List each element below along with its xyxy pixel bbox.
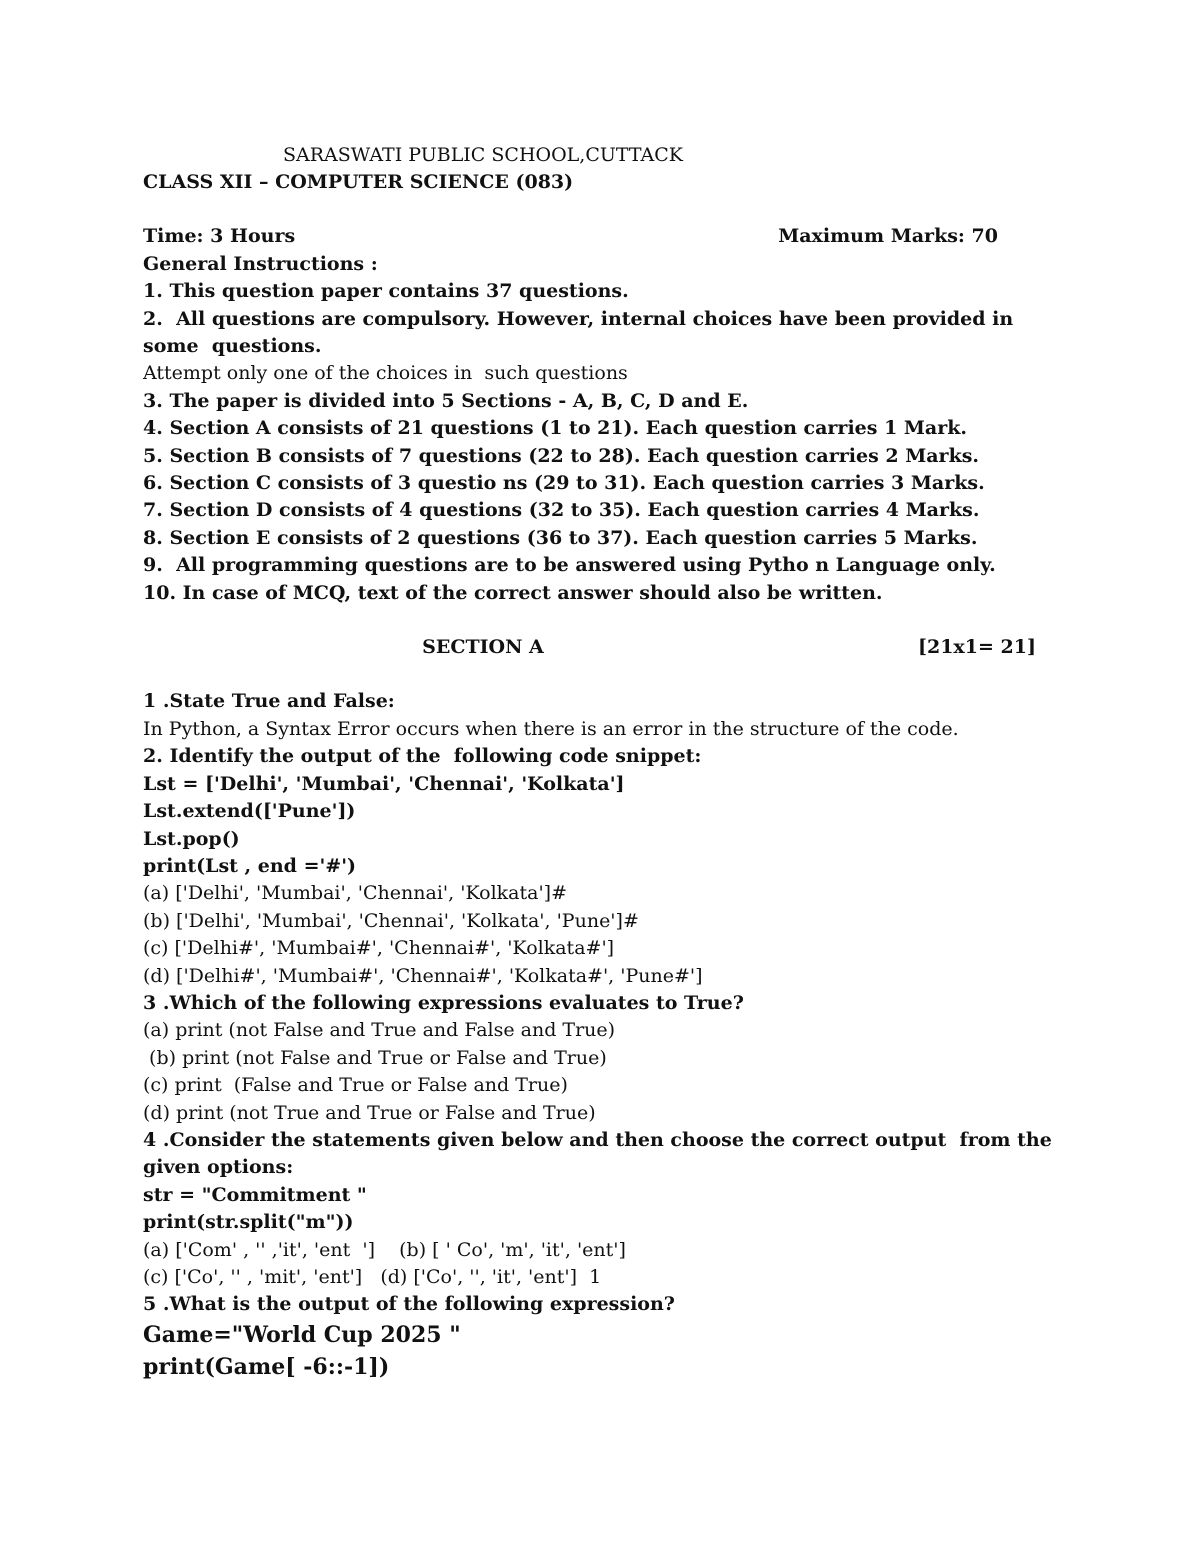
code-line: Game="World Cup 2025 " xyxy=(143,1321,461,1348)
question-2: 2. Identify the output of the following code snippet: xyxy=(143,745,702,768)
question-1: 1 .State True and False: xyxy=(143,690,395,713)
option: (c) ['Delhi#', 'Mumbai#', 'Chennai#', 'Kolkata#'] xyxy=(143,937,615,960)
option: (b) ['Delhi', 'Mumbai', 'Chennai', 'Kolkata', 'Pune']# xyxy=(143,909,639,932)
option: (a) ['Delhi', 'Mumbai', 'Chennai', 'Kolkata']# xyxy=(143,882,568,905)
option: (d) print (not True and True or False and True) xyxy=(143,1101,596,1124)
instructions-heading: General Instructions : xyxy=(143,252,378,275)
instruction-item: Attempt only one of the choices in such questions xyxy=(143,362,628,385)
section-marks: [21x1= 21] xyxy=(918,636,1036,659)
option: (a) ['Com' , '' ,'it', 'ent '] (b) [ ' Co', 'm', 'it', 'ent'] xyxy=(143,1238,626,1261)
option: (c) ['Co', '' , 'mit', 'ent'] (d) ['Co', '', 'it', 'ent'] 1 xyxy=(143,1266,602,1289)
instruction-item: 5. Section B consists of 7 questions (22 to 28). Each question carries 2 Marks. xyxy=(143,444,980,467)
exam-time: Time: 3 Hours xyxy=(143,225,296,248)
instruction-item: 4. Section A consists of 21 questions (1 to 21). Each question carries 1 Mark. xyxy=(143,417,968,440)
school-name: SARASWATI PUBLIC SCHOOL,CUTTACK xyxy=(283,144,683,166)
question-4: 4 .Consider the statements given below and then choose the correct output from the xyxy=(143,1128,1052,1151)
instruction-item: 9. All programming questions are to be answered using Pytho n Language only. xyxy=(143,554,996,577)
instruction-item: 3. The paper is divided into 5 Sections - A, B, C, D and E. xyxy=(143,389,749,412)
section-a-header xyxy=(143,634,1063,661)
instruction-item: 7. Section D consists of 4 questions (32 to 35). Each question carries 4 Marks. xyxy=(143,499,980,522)
time-marks-row xyxy=(143,223,998,250)
instruction-item: 10. In case of MCQ, text of the correct answer should also be written. xyxy=(143,581,883,604)
option: (b) print (not False and True or False and True) xyxy=(143,1046,607,1069)
code-line: print(str.split("m")) xyxy=(143,1211,354,1234)
code-line: Lst = ['Delhi', 'Mumbai', 'Chennai', 'Kolkata'] xyxy=(143,772,625,795)
instruction-item: 8. Section E consists of 2 questions (36 to 37). Each question carries 5 Marks. xyxy=(143,526,978,549)
page-content xyxy=(143,142,1063,1383)
question-4-cont: given options: xyxy=(143,1156,294,1179)
code-line: print(Lst , end ='#') xyxy=(143,854,357,877)
question-3: 3 .Which of the following expressions evaluates to True? xyxy=(143,991,744,1014)
option: (a) print (not False and True and False and True) xyxy=(143,1019,616,1042)
question-5: 5 .What is the output of the following expression? xyxy=(143,1293,675,1316)
code-line: str = "Commitment " xyxy=(143,1183,367,1206)
class-subject: CLASS XII – COMPUTER SCIENCE (083) xyxy=(143,171,574,193)
max-marks: Maximum Marks: 70 xyxy=(778,225,998,248)
option: (d) ['Delhi#', 'Mumbai#', 'Chennai#', 'Kolkata#', 'Pune#'] xyxy=(143,964,703,987)
section-title: SECTION A xyxy=(422,636,544,659)
instruction-item: 2. All questions are compulsory. However, internal choices have been provided in xyxy=(143,307,1014,330)
question-1-text: In Python, a Syntax Error occurs when there is an error in the structure of the code. xyxy=(143,717,959,740)
option: (c) print (False and True or False and True) xyxy=(143,1074,568,1097)
code-line: print(Game[ -6::-1]) xyxy=(143,1353,390,1380)
instruction-item: some questions. xyxy=(143,335,322,358)
code-line: Lst.extend(['Pune']) xyxy=(143,800,356,823)
instruction-item: 6. Section C consists of 3 questio ns (29 to 31). Each question carries 3 Marks. xyxy=(143,472,985,495)
instruction-item: 1. This question paper contains 37 questions. xyxy=(143,280,629,303)
code-line: Lst.pop() xyxy=(143,827,240,850)
